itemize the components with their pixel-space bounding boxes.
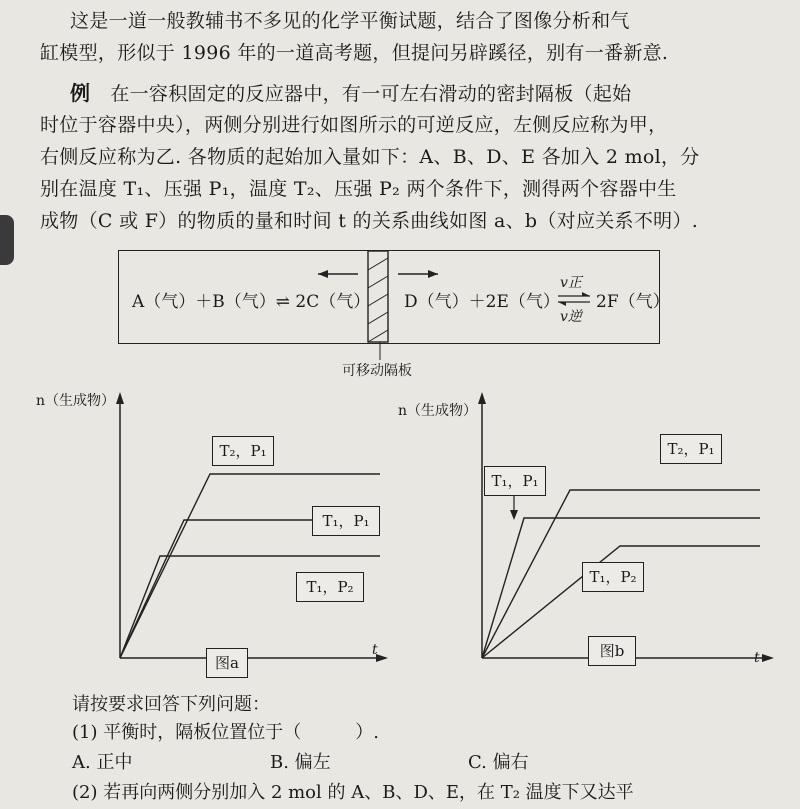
option-c: C. 偏右	[468, 752, 529, 773]
graph-b-x-label: t	[754, 650, 760, 666]
page-tab-marker	[0, 215, 14, 265]
graph-a-x-label: t	[372, 642, 378, 658]
partition-label: 可移动隔板	[342, 363, 412, 379]
example-text-1: 在一容积固定的反应器中，有一可左右滑动的密封隔板（起始	[110, 83, 632, 105]
graph-b-caption: 图b	[588, 636, 636, 666]
graph-b-box-bot: T₁，P₂	[582, 562, 644, 592]
example-line-5: 成物（C 或 F）的物质的量和时间 t 的关系曲线如图 a、b（对应关系不明）.	[40, 210, 699, 232]
right-equation-lhs: D（气）＋2E（气）	[404, 292, 560, 312]
graph-b-box-top: T₂，P₁	[660, 434, 722, 464]
graph-b-box-mid: T₁，P₁	[484, 466, 546, 496]
example-line-3: 右侧反应称为乙. 各物质的起始加入量如下：A、B、D、E 各加入 2 mol，分	[40, 146, 700, 168]
graph-a	[90, 390, 400, 690]
v-reverse-label: v逆	[560, 309, 582, 325]
graph-a-caption: 图a	[206, 648, 248, 678]
graph-a-box-mid: T₁，P₁	[312, 506, 380, 536]
example-line-2: 时位于容器中央），两侧分别进行如图所示的可逆反应，左侧反应称为甲，	[40, 114, 668, 136]
v-forward-label: v正	[560, 275, 582, 291]
graph-a-box-top: T₂，P₁	[212, 436, 274, 466]
partition	[368, 251, 388, 342]
questions-prompt: 请按要求回答下列问题：	[72, 694, 270, 715]
intro-line-2: 缸模型，形似于 1996 年的一道高考题，但提问另辟蹊径，别有一番新意.	[40, 42, 669, 64]
right-equation-rhs: 2F（气）	[596, 292, 670, 312]
example-line-4: 别在温度 T₁、压强 P₁，温度 T₂、压强 P₂ 两个条件下，测得两个容器中生	[40, 178, 677, 200]
intro-line-1: 这是一道一般教辅书不多见的化学平衡试题，结合了图像分析和气	[70, 10, 630, 32]
graph-a-box-bot: T₁，P₂	[296, 572, 364, 602]
graph-b-y-label: n（生成物）	[398, 403, 478, 419]
example-line-1	[70, 80, 784, 107]
graph-a-y-label: n（生成物）	[36, 393, 116, 409]
question-1: (1) 平衡时，隔板位置位于（ ）.	[72, 722, 379, 743]
example-label: 例	[70, 81, 91, 105]
graph-a-curve-t2p1	[120, 474, 380, 658]
left-equation: A（气）＋B（气）⇌ 2C（气）	[132, 292, 371, 312]
option-a: A. 正中	[72, 752, 133, 773]
question-2: (2) 若再向两侧分别加入 2 mol 的 A、B、D、E，在 T₂ 温度下又达平	[72, 782, 634, 803]
option-b: B. 偏左	[270, 752, 331, 773]
